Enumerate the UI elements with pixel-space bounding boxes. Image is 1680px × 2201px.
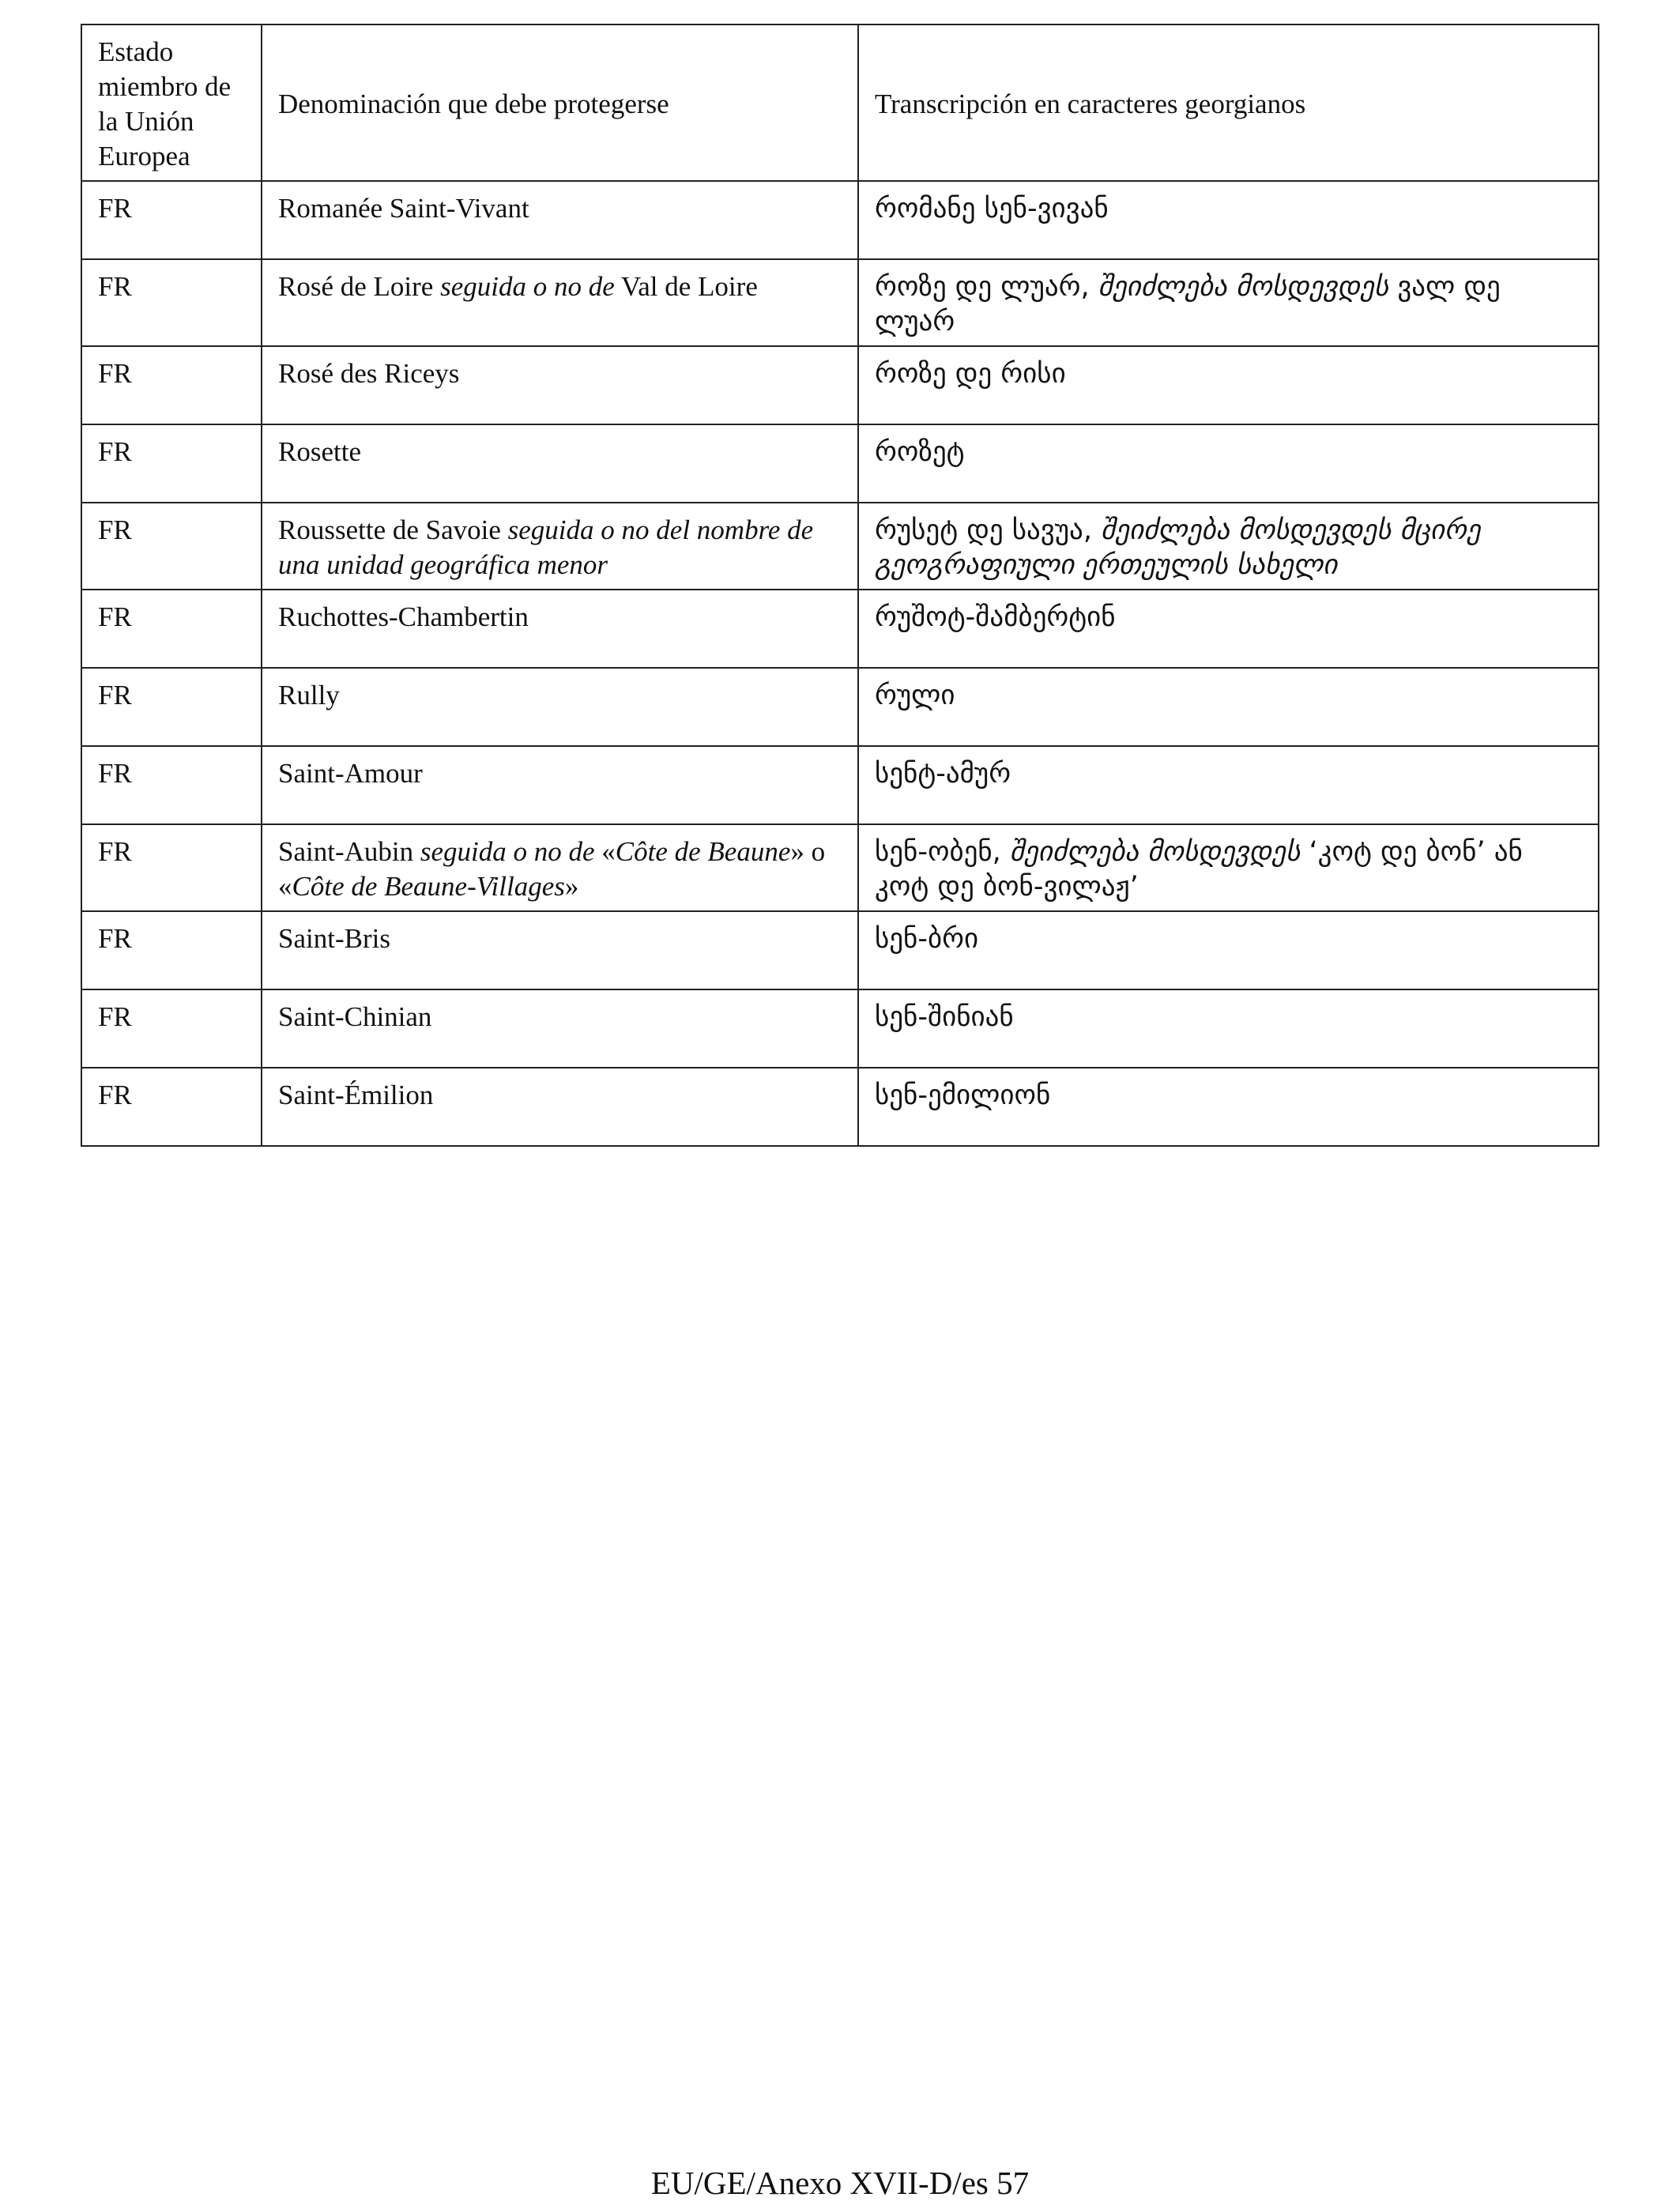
cell-member-state: FR: [81, 911, 262, 989]
cell-member-state: FR: [81, 259, 262, 346]
cell-member-state: FR: [81, 989, 262, 1068]
cell-georgian-transcription: [858, 503, 1599, 590]
cell-denomination: [262, 911, 858, 989]
cell-denomination: [262, 824, 858, 911]
cell-denomination: [262, 746, 858, 824]
cell-georgian-transcription: [858, 424, 1599, 503]
cell-denomination: [262, 259, 858, 346]
georgian-text: სენ-ბრი: [875, 923, 979, 955]
denominations-table: [81, 24, 1599, 1147]
denomination-text: Saint-Bris: [278, 923, 390, 954]
georgian-text: როზე დე ლუარ,: [875, 271, 1098, 303]
georgian-text: შეიძლება მოსდევდეს მცირე გეოგრაფიული ერთეულის სახელი: [875, 514, 1481, 581]
denomination-text: Rosette: [278, 436, 361, 467]
denomination-text: «: [594, 836, 616, 867]
denomination-text: seguida o no de: [420, 836, 595, 867]
cell-member-state: FR: [81, 346, 262, 424]
georgian-text: სენტ-ამურ: [875, 758, 1011, 790]
denomination-text: seguida o no del nombre de una unidad geográfica menor: [278, 514, 814, 580]
cell-georgian-transcription: [858, 590, 1599, 668]
cell-denomination: [262, 668, 858, 746]
cell-denomination: [262, 503, 858, 590]
georgian-text: რომანე სენ-ვივან: [875, 193, 1109, 224]
denomination-text: »: [564, 871, 579, 902]
cell-denomination: [262, 590, 858, 668]
georgian-text: შეიძლება მოსდევდეს: [1009, 836, 1301, 868]
table-row: [81, 259, 1599, 346]
denomination-text: Rosé de Loire: [278, 271, 441, 302]
georgian-text: ‘კოტ დე ბონ’ ან კოტ დე ბონ-ვილაჟ’: [875, 836, 1523, 903]
table-row: [81, 181, 1599, 259]
denomination-text: Saint-Aubin: [278, 836, 420, 867]
cell-denomination: [262, 181, 858, 259]
header-member-state: Estado miembro de la Unión Europea: [81, 24, 262, 181]
cell-georgian-transcription: [858, 824, 1599, 911]
georgian-text: რული: [875, 680, 955, 711]
cell-georgian-transcription: [858, 346, 1599, 424]
georgian-text: რუშოტ-შამბერტინ: [875, 601, 1116, 633]
table-row: [81, 746, 1599, 824]
cell-denomination: [262, 346, 858, 424]
cell-georgian-transcription: [858, 668, 1599, 746]
cell-member-state: FR: [81, 503, 262, 590]
table-row: [81, 824, 1599, 911]
denomination-text: Saint-Amour: [278, 758, 423, 789]
cell-georgian-transcription: [858, 1068, 1599, 1146]
cell-member-state: FR: [81, 590, 262, 668]
cell-denomination: [262, 989, 858, 1068]
table-row: [81, 590, 1599, 668]
georgian-text: სენ-ემილიონ: [875, 1080, 1051, 1111]
cell-georgian-transcription: [858, 911, 1599, 989]
cell-member-state: FR: [81, 1068, 262, 1146]
georgian-text: შეიძლება მოსდევდეს: [1098, 271, 1389, 303]
cell-denomination: [262, 424, 858, 503]
denomination-text: Roussette de Savoie: [278, 514, 508, 545]
denomination-text: Romanée Saint-Vivant: [278, 193, 529, 224]
georgian-text: ვალ დე ლუარ: [875, 271, 1501, 337]
denomination-text: » o «: [278, 836, 826, 902]
denomination-text: Rosé des Riceys: [278, 358, 460, 389]
table-row: [81, 1068, 1599, 1146]
table-row: [81, 989, 1599, 1068]
cell-denomination: [262, 1068, 858, 1146]
cell-member-state: FR: [81, 424, 262, 503]
denomination-text: Saint-Chinian: [278, 1001, 432, 1032]
table-row: [81, 668, 1599, 746]
denomination-text: Val de Loire: [614, 271, 758, 302]
cell-member-state: FR: [81, 181, 262, 259]
denomination-text: Ruchottes-Chambertin: [278, 601, 529, 632]
denomination-text: Côte de Beaune-Villages: [292, 871, 565, 902]
denomination-text: Côte de Beaune: [615, 836, 791, 867]
table-header-row: [81, 24, 1599, 181]
georgian-text: როზეტ: [875, 436, 965, 468]
table-row: [81, 346, 1599, 424]
denomination-text: seguida o no de: [440, 271, 615, 302]
page-footer: EU/GE/Anexo XVII-D/es 57: [650, 2165, 1030, 2201]
header-georgian-transcription: Transcripción en caracteres georgianos: [858, 24, 1599, 181]
cell-georgian-transcription: [858, 989, 1599, 1068]
georgian-text: როზე დე რისი: [875, 358, 1066, 390]
denomination-text: Rully: [278, 680, 340, 710]
table-row: [81, 424, 1599, 503]
cell-georgian-transcription: [858, 259, 1599, 346]
cell-georgian-transcription: [858, 746, 1599, 824]
georgian-text: რუსეტ დე სავუა,: [875, 514, 1102, 546]
table-row: [81, 911, 1599, 989]
georgian-text: სენ-შინიან: [875, 1001, 1014, 1033]
denomination-text: Saint-Émilion: [278, 1080, 434, 1110]
cell-member-state: FR: [81, 824, 262, 911]
cell-georgian-transcription: [858, 181, 1599, 259]
cell-member-state: FR: [81, 746, 262, 824]
cell-member-state: FR: [81, 668, 262, 746]
header-denomination: Denominación que debe protegerse: [262, 24, 858, 181]
georgian-text: სენ-ობენ,: [875, 836, 1010, 868]
table-row: [81, 503, 1599, 590]
